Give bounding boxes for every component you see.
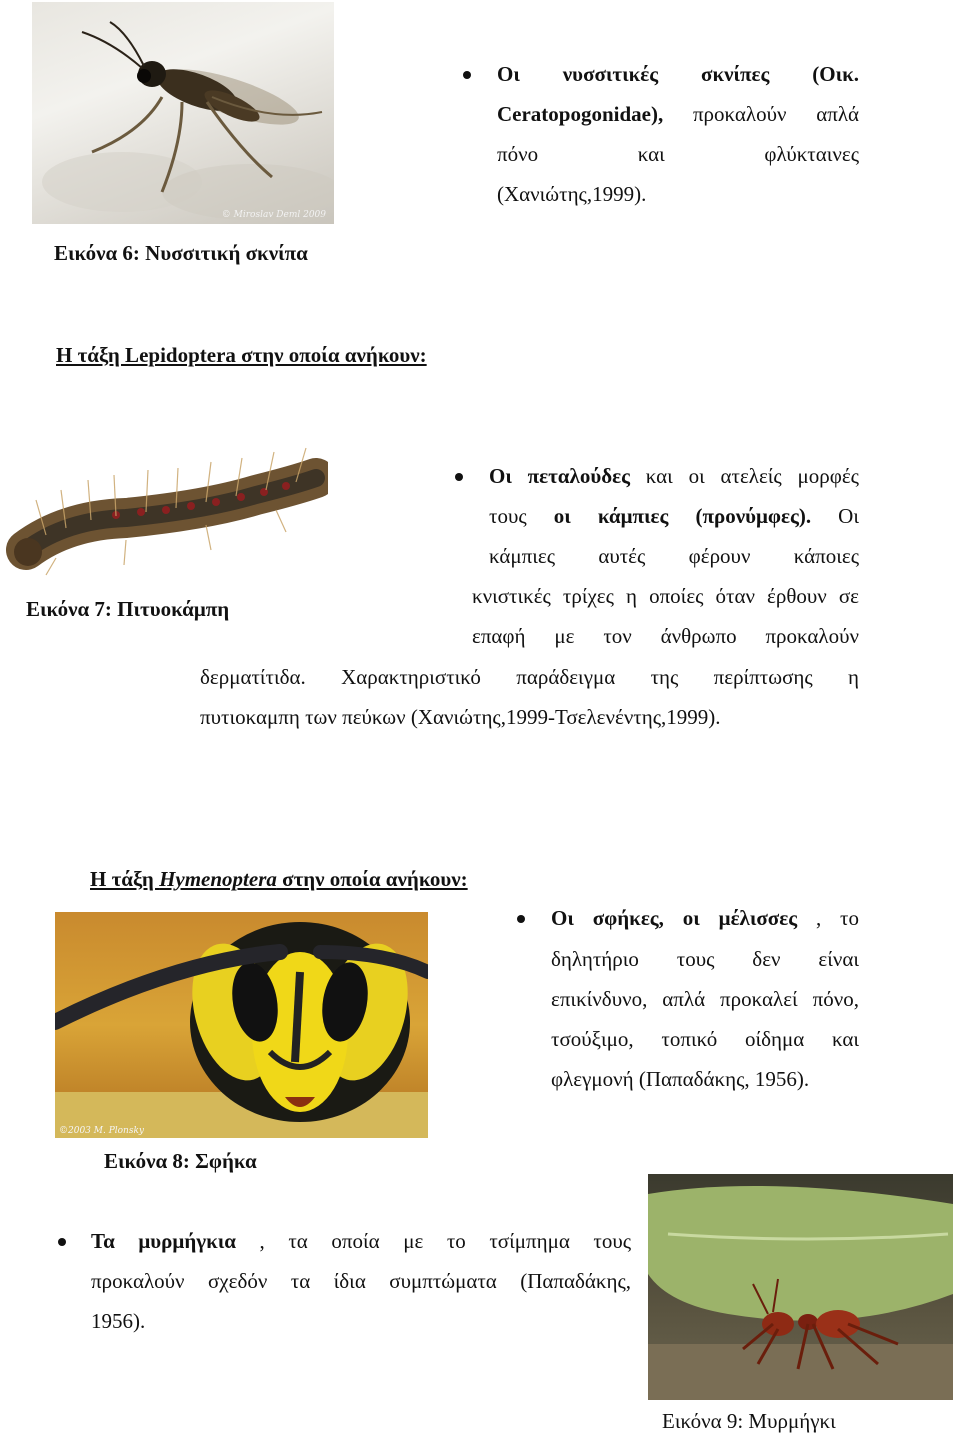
figure-9-caption: Εικόνα 9: Μυρμήγκι bbox=[662, 1409, 836, 1433]
paragraph-line bbox=[472, 616, 859, 656]
text-run: δερματίτιδα. bbox=[200, 665, 306, 689]
paragraph-line bbox=[472, 576, 859, 616]
bold-term: Οι bbox=[497, 62, 520, 86]
wasp-photo bbox=[55, 912, 428, 1138]
lepidoptera-heading: Η τάξη Lepidoptera στην οποία ανήκουν: bbox=[56, 343, 427, 367]
midge-photo bbox=[32, 2, 334, 224]
text-run: απλά bbox=[816, 102, 860, 126]
midge-watermark: © Miroslav Deml 2009 bbox=[221, 210, 326, 220]
text-run: προκαλούν bbox=[692, 102, 787, 126]
text-run: 1956). bbox=[91, 1309, 146, 1333]
text-run: τα bbox=[288, 1229, 308, 1253]
text-run: τους bbox=[489, 504, 527, 528]
paragraph-line bbox=[497, 54, 859, 94]
text-run: επαφή bbox=[472, 624, 526, 648]
paragraph-line bbox=[200, 657, 859, 697]
caterpillar-photo bbox=[6, 440, 328, 580]
bold-term: νυσσιτικές bbox=[562, 62, 659, 86]
paragraph-line bbox=[551, 1019, 859, 1059]
hymenoptera-heading bbox=[90, 866, 468, 892]
bullet-icon bbox=[517, 915, 525, 923]
paragraph-line bbox=[551, 979, 859, 1019]
paragraph-line bbox=[497, 174, 859, 214]
text-run: τα bbox=[290, 1269, 311, 1293]
text-run: (Παπαδάκης, bbox=[520, 1269, 632, 1293]
text-run: επικίνδυνο, απλά προκαλεί πόνο, bbox=[551, 987, 859, 1011]
text-run: πόνο bbox=[497, 142, 539, 166]
text-run: άνθρωπο bbox=[660, 624, 737, 648]
bold-term: Οι πεταλούδες bbox=[489, 464, 630, 488]
wasp-watermark: ©2003 M. Plonsky bbox=[59, 1126, 145, 1136]
text-run: σχεδόν bbox=[207, 1269, 268, 1293]
figure-7-caption: Εικόνα 7: Πιτυοκάμπη bbox=[26, 597, 230, 621]
text-run: τους bbox=[593, 1229, 632, 1253]
text-run: φλύκταινες bbox=[764, 142, 860, 166]
bullet-icon bbox=[58, 1238, 66, 1246]
text-run: περίπτωσης bbox=[713, 665, 813, 689]
text-run: φέρουν bbox=[688, 544, 751, 568]
text-run: η bbox=[848, 665, 860, 689]
figure-6-caption: Εικόνα 6: Νυσσιτική σκνίπα bbox=[54, 241, 308, 265]
wasp-illustration bbox=[55, 912, 428, 1138]
text-run: τους bbox=[676, 947, 715, 971]
text-run: προκαλούν bbox=[765, 624, 860, 648]
text-run: της bbox=[650, 665, 679, 689]
text-run: (Χανιώτης,1999). bbox=[497, 182, 647, 206]
paragraph-line bbox=[497, 134, 859, 174]
bold-term: Ceratopogonidae), bbox=[497, 102, 664, 126]
paragraph-line bbox=[91, 1301, 631, 1341]
bold-term: Οι σφήκες, οι bbox=[551, 906, 700, 930]
text-run: τον bbox=[603, 624, 632, 648]
text-run: δεν bbox=[752, 947, 781, 971]
text-run: με bbox=[403, 1229, 424, 1253]
text-run: αυτές bbox=[598, 544, 646, 568]
paragraph-line bbox=[489, 496, 859, 536]
text-run: τσούξιμο, bbox=[551, 1027, 634, 1051]
figure-8-caption: Εικόνα 8: Σφήκα bbox=[104, 1149, 257, 1173]
text-run: με bbox=[554, 624, 575, 648]
paragraph-line bbox=[551, 1059, 859, 1099]
text-run: το bbox=[446, 1229, 466, 1253]
paragraph-line bbox=[497, 94, 859, 134]
text-run: δηλητήριο bbox=[551, 947, 639, 971]
paragraph-line bbox=[91, 1221, 631, 1261]
text-run: , το bbox=[815, 906, 859, 930]
text-run: παράδειγμα bbox=[516, 665, 616, 689]
bold-term: σκνίπες bbox=[701, 62, 770, 86]
text-run: τσίμπημα bbox=[489, 1229, 570, 1253]
paragraph-line bbox=[489, 536, 859, 576]
text-run: είναι bbox=[818, 947, 859, 971]
text-run: Χαρακτηριστικό bbox=[341, 665, 481, 689]
text-run: και bbox=[831, 1027, 860, 1051]
ant-photo bbox=[648, 1174, 953, 1400]
paragraph-line bbox=[489, 456, 859, 496]
bold-term: οι κάμπιες (προνύμφες). bbox=[553, 504, 812, 528]
hymenoptera-heading-suffix: στην οποία ανήκουν: bbox=[276, 867, 468, 891]
paragraph-line bbox=[551, 898, 859, 938]
bold-term: (Οικ. bbox=[812, 62, 860, 86]
ant-illustration bbox=[648, 1174, 953, 1400]
text-run: συμπτώματα bbox=[389, 1269, 497, 1293]
text-run: τοπικό bbox=[661, 1027, 718, 1051]
caterpillar-illustration bbox=[6, 440, 328, 580]
text-run: και οι ατελείς μορφές bbox=[645, 464, 859, 488]
bold-term: μέλισσες bbox=[718, 906, 798, 930]
text-run: Οι bbox=[838, 504, 859, 528]
hymenoptera-heading-prefix: Η τάξη bbox=[90, 867, 160, 891]
hymenoptera-heading-italic: Hymenoptera bbox=[159, 867, 277, 891]
text-run: οποία bbox=[331, 1229, 380, 1253]
text-run: κνιστικές τρίχες η οποίες όταν έρθουν σε bbox=[472, 584, 859, 608]
text-run: κάποιες bbox=[793, 544, 860, 568]
text-run: και bbox=[637, 142, 665, 166]
text-run: κάμπιες bbox=[489, 544, 556, 568]
bold-term: Τα μυρμήγκια bbox=[91, 1229, 236, 1253]
text-run: οίδημα bbox=[744, 1027, 805, 1051]
text-run: πυτιοκαμπη των πεύκων (Χανιώτης,1999-Τσελενέντης,1999). bbox=[200, 705, 721, 729]
paragraph-line bbox=[200, 697, 859, 737]
bullet-icon bbox=[463, 71, 471, 79]
midge-illustration bbox=[32, 2, 334, 224]
bullet-icon bbox=[455, 473, 463, 481]
paragraph-line bbox=[551, 939, 859, 979]
text-run: ίδια bbox=[333, 1269, 366, 1293]
text-run: , bbox=[259, 1229, 265, 1253]
text-run: προκαλούν bbox=[91, 1269, 185, 1293]
text-run: φλεγμονή (Παπαδάκης, 1956). bbox=[551, 1067, 810, 1091]
paragraph-line bbox=[91, 1261, 631, 1301]
